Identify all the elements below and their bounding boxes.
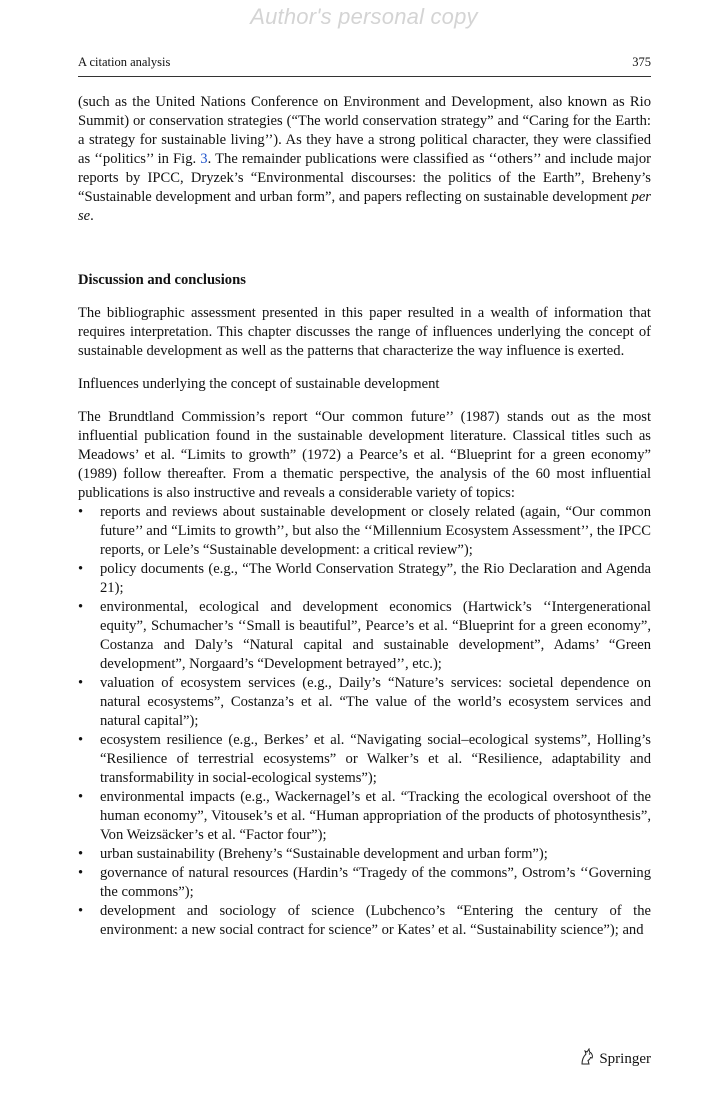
publisher-logo xyxy=(579,1048,651,1070)
list-item xyxy=(78,845,651,864)
list-item-text: valuation of ecosystem services (e.g., Daily’s “Nature’s services: societal dependence on natural ecosystems”, Costanza’s et al. “The value of the world’s ecosystem services and natural capital”); xyxy=(100,675,651,729)
page-body xyxy=(78,93,651,940)
watermark: Author's personal copy xyxy=(250,4,478,29)
topic-list xyxy=(78,503,651,940)
para1-text-a: (such as the United Nations Conference on Environment and Development, also known as Rio Summit) or conservation strategies (“The world conservation strategy” and “Caring for the Earth: a strategy for sustainable living’’). As they have a strong political character, they were classified as ‘‘politics’’ in Fig. xyxy=(78,94,651,167)
list-item-text: environmental, ecological and development economics (Hartwick’s ‘‘Intergenerational equity”, Schumacher’s ‘‘Small is beautiful”, Pearce’s et al. “Blueprint for a green economy”, Costanza and Daly’s “Natural capital and sustainable development”, Adams’ “Green development”, Norgaard’s “Development betrayed’’, etc.); xyxy=(100,599,651,672)
bullet-icon: • xyxy=(78,846,84,862)
section-heading: Discussion and conclusions xyxy=(78,272,246,288)
bullet-icon: • xyxy=(78,903,84,919)
list-item-text: policy documents (e.g., “The World Conservation Strategy”, the Rio Declaration and Agenda 21); xyxy=(100,561,651,596)
bullet-icon: • xyxy=(78,561,84,577)
header-rule xyxy=(78,76,651,77)
bullet-icon: • xyxy=(78,789,84,805)
list-item-text: development and sociology of science (Lubchenco’s “Entering the century of the environment: a new social contract for science” or Kates’ et al. “Sustainability science”); and xyxy=(100,903,651,938)
bullet-icon: • xyxy=(78,865,84,881)
list-item xyxy=(78,788,651,845)
springer-horse-icon xyxy=(579,1048,595,1071)
running-head xyxy=(78,55,651,71)
paragraph-brundtland: The Brundtland Commission’s report “Our common future’’ (1987) stands out as the most influential publication found in the sustainable development literature. Classical titles such as Meadows’ et al. “Limits to growth” (1972) a Pearce’s et al. “Blueprint for a green economy” (1989) follow thereafter. From a thematic perspective, the analysis of the 60 most influential publications is also instructive and reveals a considerable variety of topics: xyxy=(78,409,651,501)
list-item-text: ecosystem resilience (e.g., Berkes’ et al. “Navigating social–ecological systems”, Holling’s “Resilience of terrestrial ecosystems” or Walker’s et al. “Resilience, adaptability and transformability in social-ecological systems”); xyxy=(100,732,651,786)
list-item xyxy=(78,674,651,731)
list-item xyxy=(78,598,651,674)
para1-text-c: . xyxy=(90,208,94,224)
list-item-text: urban sustainability (Breheny’s “Sustainable development and urban form”); xyxy=(100,846,548,862)
list-item-text: governance of natural resources (Hardin’s “Tragedy of the commons”, Ostrom’s ‘‘Governing the commons”); xyxy=(100,865,651,900)
list-item xyxy=(78,503,651,560)
list-item-text: reports and reviews about sustainable development or closely related (again, “Our common future’’ and “Limits to growth’’, but also the ‘‘Millennium Ecosystem Assessment’’, the IPCC reports, or Lele’s “Sustainable development: a critical review”); xyxy=(100,504,651,558)
list-item xyxy=(78,864,651,902)
subsection-heading: Influences underlying the concept of sustainable development xyxy=(78,376,440,392)
paragraph-continuation xyxy=(78,93,651,226)
bullet-icon: • xyxy=(78,675,84,691)
figure-link[interactable]: 3 xyxy=(200,151,208,167)
paragraph-intro: The bibliographic assessment presented in this paper resulted in a wealth of information that requires interpretation. This chapter discusses the range of influences underlying the concept of sustainable development as well as the patterns that characterize the way influence is exerted. xyxy=(78,305,651,359)
para1-emphasis: per se xyxy=(78,189,651,224)
list-item xyxy=(78,560,651,598)
bullet-icon: • xyxy=(78,732,84,748)
list-item xyxy=(78,902,651,940)
publisher-name: Springer xyxy=(599,1050,651,1067)
bullet-icon: • xyxy=(78,599,84,615)
list-item xyxy=(78,731,651,788)
list-item-text: environmental impacts (e.g., Wackernagel’s et al. “Tracking the ecological overshoot of the human economy”, Vitousek’s et al. “Human appropriation of the products of photosynthesis”, Von Weizsäcker’s et al. “Factor four”); xyxy=(100,789,651,843)
para1-text-b: . The remainder publications were classified as ‘‘others’’ and include major reports by IPCC, Dryzek’s “Environmental discourses: the politics of the Earth”, Breheny’s “Sustainable development and urban form”, and papers reflecting on sustainable development xyxy=(78,151,651,205)
bullet-icon: • xyxy=(78,504,84,520)
running-title: A citation analysis xyxy=(78,55,171,69)
page-number: 375 xyxy=(632,55,651,69)
springer-horse-icon-svg xyxy=(579,1048,595,1066)
